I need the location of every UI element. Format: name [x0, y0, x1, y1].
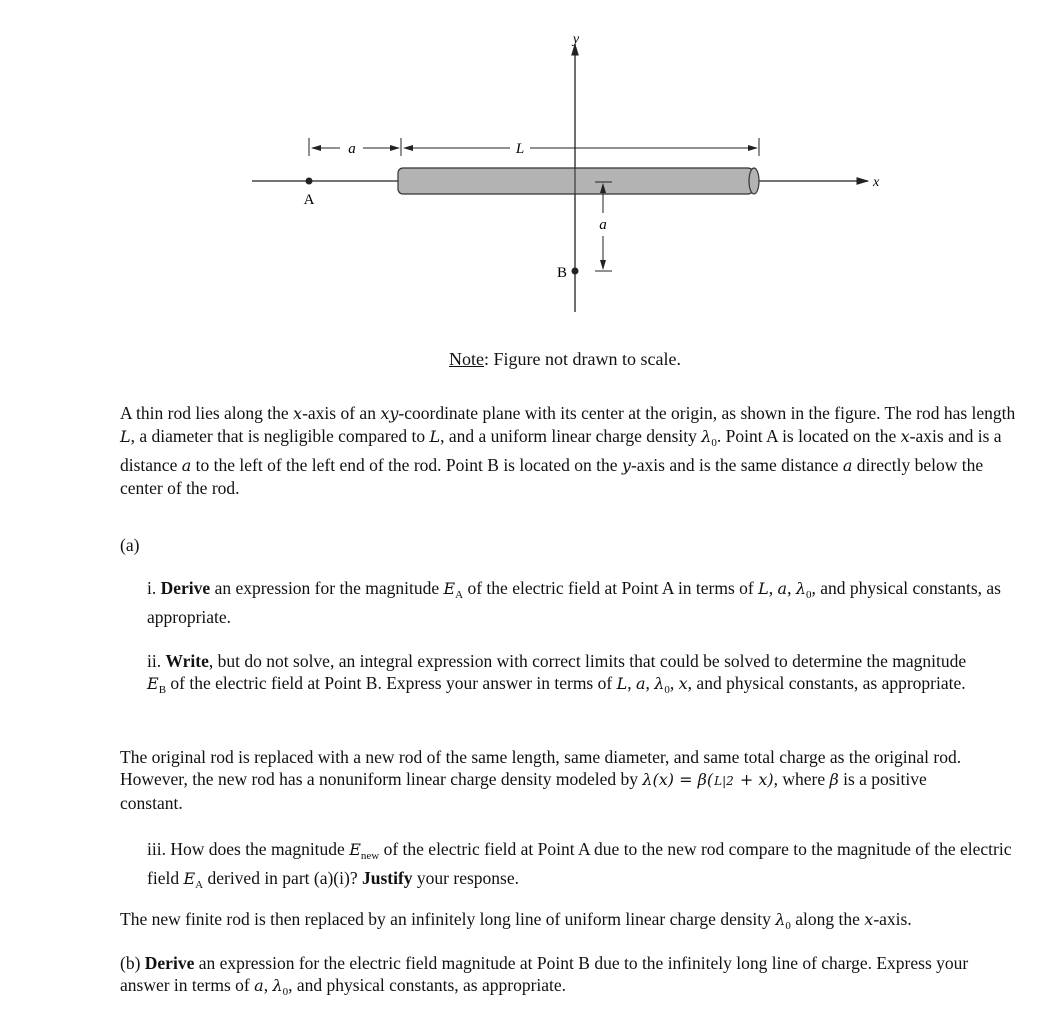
rod-length-label: L: [515, 141, 525, 157]
text: an expression for the magnitude: [210, 578, 444, 598]
text: The original rod is replaced with a new rod of the same length, same diameter, and same total charge as the original rod. However, the new rod has a nonuniform linear charge density modeled by: [120, 747, 962, 789]
math-text: x: [900, 427, 910, 446]
text: to the left of the left end of the rod. Point: [191, 455, 488, 475]
math-text: x: [678, 674, 688, 693]
part-a-label: (a): [120, 535, 140, 555]
text: along the: [790, 909, 865, 929]
text: iii. How does the magnitude: [147, 839, 350, 859]
text: A: [577, 839, 590, 859]
subscript: 0: [664, 684, 670, 696]
text: in terms of: [673, 578, 759, 598]
math-text: E: [147, 674, 159, 693]
text: ,: [768, 578, 778, 598]
subscript: B: [158, 684, 167, 696]
text: i.: [147, 578, 161, 598]
text: ,: [787, 578, 796, 598]
text: , and physical constants, as appropriate.: [288, 975, 567, 995]
text: ,: [645, 673, 655, 693]
text: is located on the: [777, 426, 901, 446]
text: (b): [120, 953, 145, 973]
math-text: a: [635, 674, 646, 693]
text: -axis.: [873, 909, 912, 929]
text: -axis and is a distance: [120, 426, 1002, 475]
math-text: xy: [380, 404, 399, 423]
text: ii.: [147, 651, 166, 671]
text: of the electric field at Point: [463, 578, 662, 598]
text: , and physical constants, as appropriate.: [687, 673, 966, 693]
question-b: [120, 952, 1000, 1003]
text: B: [365, 673, 378, 693]
bold-text: Derive: [144, 953, 195, 973]
math-text: β: [829, 770, 839, 789]
text: due to the infinitely long line of charge. Express your answer in terms of: [120, 953, 969, 995]
text: : Figure not drawn to scale.: [484, 349, 681, 369]
text: A: [766, 426, 778, 446]
text: The new finite rod is then replaced by an infinitely long line of uniform linear charge density: [120, 909, 776, 929]
text: an expression for the electric field magnitude at Point: [194, 953, 579, 973]
dist-a-below-label: a: [599, 217, 607, 233]
point-a: [306, 178, 313, 185]
subscript: 0: [785, 920, 791, 932]
math-text: L: [616, 674, 628, 693]
dist-a-left-label: a: [348, 141, 356, 157]
math-text: x: [864, 910, 874, 929]
fraction: L|2: [714, 773, 734, 788]
text: is located on the: [498, 455, 622, 475]
question-a-i: [147, 577, 1027, 628]
point-b: [572, 268, 579, 275]
text: , but do not solve, an integral expression with correct limits that could be solved to determine the magnitude: [208, 651, 967, 671]
bold-text: Justify: [361, 868, 413, 888]
text: of the electric field at Point: [379, 839, 578, 859]
text: derived in part (a)(i)?: [203, 868, 362, 888]
math-text: L: [429, 427, 441, 446]
text: ,: [263, 975, 273, 995]
new-rod-paragraph: [120, 746, 990, 814]
y-axis-label: y: [572, 32, 580, 47]
math-text: E: [183, 869, 196, 888]
subscript: A: [455, 589, 464, 601]
subscript: 0: [805, 589, 812, 601]
math-text: a: [254, 976, 264, 995]
dimension-lines: [309, 138, 759, 271]
bold-text: Derive: [160, 578, 211, 598]
text: . Express your answer in terms of: [377, 673, 617, 693]
text: -axis of an: [302, 403, 381, 423]
text: -coordinate plane with its center at the origin, as shown in the figure. The rod has length: [398, 403, 1016, 423]
text: is a positive constant.: [120, 769, 927, 813]
text: where: [777, 769, 830, 789]
math-text: + x): [734, 770, 774, 789]
math-text: y: [621, 456, 631, 475]
text: . Point: [716, 426, 766, 446]
x-axis-label: x: [873, 175, 880, 190]
text: B: [578, 953, 590, 973]
math-text: λ: [775, 910, 786, 929]
text: ,: [627, 673, 636, 693]
text: ,: [669, 673, 679, 693]
infinite-line-paragraph: [120, 908, 1030, 937]
question-a-iii: [147, 838, 1027, 896]
math-text: λ(x) = β(: [642, 770, 714, 789]
text: B: [487, 455, 499, 475]
math-text: L: [120, 427, 131, 446]
text: due to the new rod compare to the magnitude of the electric field: [147, 839, 1012, 888]
math-text: λ: [654, 674, 665, 693]
text: , and physical constants, as appropriate.: [147, 578, 1001, 627]
subscript: 0: [282, 986, 289, 998]
math-text: a: [777, 579, 788, 598]
rod-end: [749, 168, 759, 194]
text: ,: [773, 769, 778, 789]
text: A thin rod lies along the: [120, 403, 294, 423]
text: your response.: [412, 868, 519, 888]
figure-note: [0, 348, 1058, 370]
question-a-ii: [147, 650, 987, 701]
text: of the electric field at Point: [166, 673, 366, 693]
math-text: a: [181, 456, 192, 475]
text: -axis and is the same distance: [630, 455, 843, 475]
math-text: E: [349, 840, 361, 859]
text: A: [661, 578, 674, 598]
math-text: λ: [701, 427, 712, 446]
subscript: 0: [711, 437, 717, 449]
math-text: λ: [795, 579, 806, 598]
math-text: L: [758, 579, 769, 598]
rod-figure: [0, 0, 1058, 330]
math-text: a: [842, 456, 853, 475]
point-b-label: B: [556, 265, 568, 281]
underlined-text: Note: [449, 349, 485, 369]
math-text: λ: [272, 976, 283, 995]
text: , and a uniform linear charge density: [440, 426, 702, 446]
math-text: E: [443, 579, 456, 598]
bold-text: Write: [165, 651, 209, 671]
subscript: new: [360, 850, 380, 862]
intro-paragraph: [120, 402, 1020, 499]
math-text: x: [293, 404, 303, 423]
subscript: A: [195, 879, 204, 891]
text: directly below the center of the rod.: [120, 455, 984, 498]
point-a-label: A: [303, 192, 315, 208]
text: , a diameter that is negligible compared to: [130, 426, 430, 446]
